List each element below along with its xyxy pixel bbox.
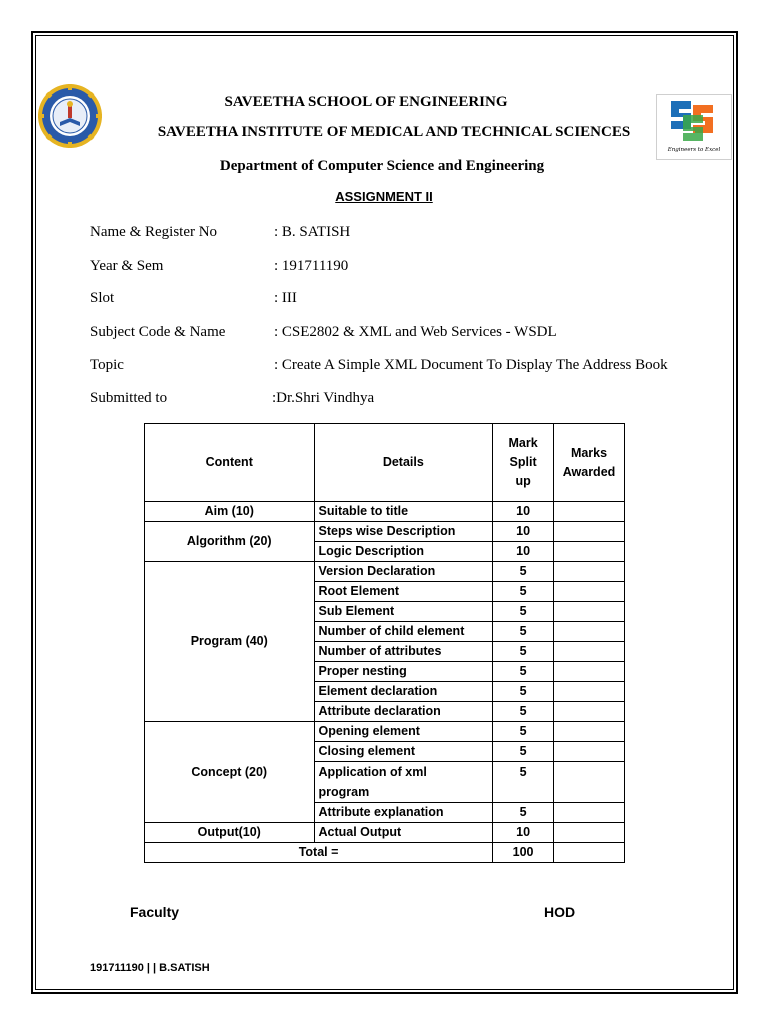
table-row bbox=[145, 502, 625, 522]
row-detail: Version Declaration bbox=[314, 562, 493, 582]
info-label: Name & Register No bbox=[90, 224, 218, 240]
row-mark: 5 bbox=[493, 762, 554, 803]
row-awarded bbox=[554, 602, 625, 622]
row-mark: 10 bbox=[493, 522, 554, 542]
row-mark: 10 bbox=[493, 542, 554, 562]
marks-table bbox=[144, 423, 625, 863]
row-mark: 5 bbox=[493, 702, 554, 722]
row-mark: 5 bbox=[493, 562, 554, 582]
info-label: Submitted to bbox=[90, 390, 168, 406]
row-detail: Element declaration bbox=[314, 682, 493, 702]
row-mark: 5 bbox=[493, 642, 554, 662]
row-detail: Sub Element bbox=[314, 602, 493, 622]
school-name: SAVEETHA SCHOOL OF ENGINEERING bbox=[224, 94, 508, 110]
institute-name: SAVEETHA INSTITUTE OF MEDICAL AND TECHNICAL SCIENCES bbox=[157, 124, 631, 140]
header-details: Details bbox=[314, 424, 493, 502]
row-mark: 5 bbox=[493, 682, 554, 702]
row-awarded bbox=[554, 682, 625, 702]
row-mark: 5 bbox=[493, 742, 554, 762]
faculty-signature-label: Faculty bbox=[130, 904, 180, 920]
department-name: Department of Computer Science and Engineering bbox=[219, 158, 545, 174]
row-detail: Root Element bbox=[314, 582, 493, 602]
header-content: Content bbox=[145, 424, 315, 502]
row-detail: Attribute declaration bbox=[314, 702, 493, 722]
info-label: Slot bbox=[90, 290, 115, 306]
info-value: : Create A Simple XML Document To Display The Address Book bbox=[274, 357, 668, 373]
row-detail: Number of child element bbox=[314, 622, 493, 642]
row-mark: 10 bbox=[493, 502, 554, 522]
total-mark: 100 bbox=[493, 843, 554, 863]
row-awarded bbox=[554, 742, 625, 762]
info-value: : III bbox=[274, 290, 297, 306]
row-content: Output(10) bbox=[145, 823, 315, 843]
info-label: Year & Sem bbox=[90, 258, 164, 274]
row-detail: Opening element bbox=[314, 722, 493, 742]
header-mark-split: Mark Split up bbox=[493, 424, 554, 502]
info-value: :Dr.Shri Vindhya bbox=[272, 390, 375, 406]
row-mark: 5 bbox=[493, 662, 554, 682]
row-content: Concept (20) bbox=[145, 722, 315, 823]
total-awarded bbox=[554, 843, 625, 863]
row-awarded bbox=[554, 803, 625, 823]
row-awarded bbox=[554, 823, 625, 843]
row-detail: Attribute explanation bbox=[314, 803, 493, 823]
row-mark: 10 bbox=[493, 823, 554, 843]
row-mark: 5 bbox=[493, 582, 554, 602]
row-detail: Actual Output bbox=[314, 823, 493, 843]
row-awarded bbox=[554, 702, 625, 722]
row-mark: 5 bbox=[493, 722, 554, 742]
row-awarded bbox=[554, 622, 625, 642]
footer-text: 191711190 | | B.SATISH bbox=[90, 962, 210, 974]
row-content: Aim (10) bbox=[145, 502, 315, 522]
row-detail: Suitable to title bbox=[314, 502, 493, 522]
table-row bbox=[145, 562, 625, 582]
row-mark: 5 bbox=[493, 622, 554, 642]
row-detail: Number of attributes bbox=[314, 642, 493, 662]
row-awarded bbox=[554, 762, 625, 803]
table-row bbox=[145, 522, 625, 542]
row-awarded bbox=[554, 522, 625, 542]
row-detail: Logic Description bbox=[314, 542, 493, 562]
row-awarded bbox=[554, 582, 625, 602]
row-awarded bbox=[554, 662, 625, 682]
total-row bbox=[145, 843, 625, 863]
row-awarded bbox=[554, 542, 625, 562]
sse-logo-caption: Engineers to Excel bbox=[667, 147, 721, 153]
total-label: Total = bbox=[145, 843, 493, 863]
table-row bbox=[145, 722, 625, 742]
info-label: Topic bbox=[90, 357, 124, 373]
info-value: : CSE2802 & XML and Web Services - WSDL bbox=[274, 324, 557, 340]
row-content: Algorithm (20) bbox=[145, 522, 315, 562]
row-mark: 5 bbox=[493, 602, 554, 622]
info-value: : 191711190 bbox=[274, 258, 349, 274]
row-awarded bbox=[554, 502, 625, 522]
table-row bbox=[145, 823, 625, 843]
row-detail: Closing element bbox=[314, 742, 493, 762]
row-detail: Steps wise Description bbox=[314, 522, 493, 542]
row-awarded bbox=[554, 642, 625, 662]
info-value: : B. SATISH bbox=[274, 224, 351, 240]
row-awarded bbox=[554, 562, 625, 582]
row-detail: Application of xml program bbox=[314, 762, 493, 803]
header-marks-awarded: Marks Awarded bbox=[554, 424, 625, 502]
row-detail: Proper nesting bbox=[314, 662, 493, 682]
row-awarded bbox=[554, 722, 625, 742]
row-mark: 5 bbox=[493, 803, 554, 823]
hod-signature-label: HOD bbox=[544, 904, 576, 920]
info-label: Subject Code & Name bbox=[90, 324, 226, 340]
table-header-row bbox=[145, 424, 625, 502]
assignment-title: ASSIGNMENT II bbox=[335, 189, 433, 204]
row-content: Program (40) bbox=[145, 562, 315, 722]
